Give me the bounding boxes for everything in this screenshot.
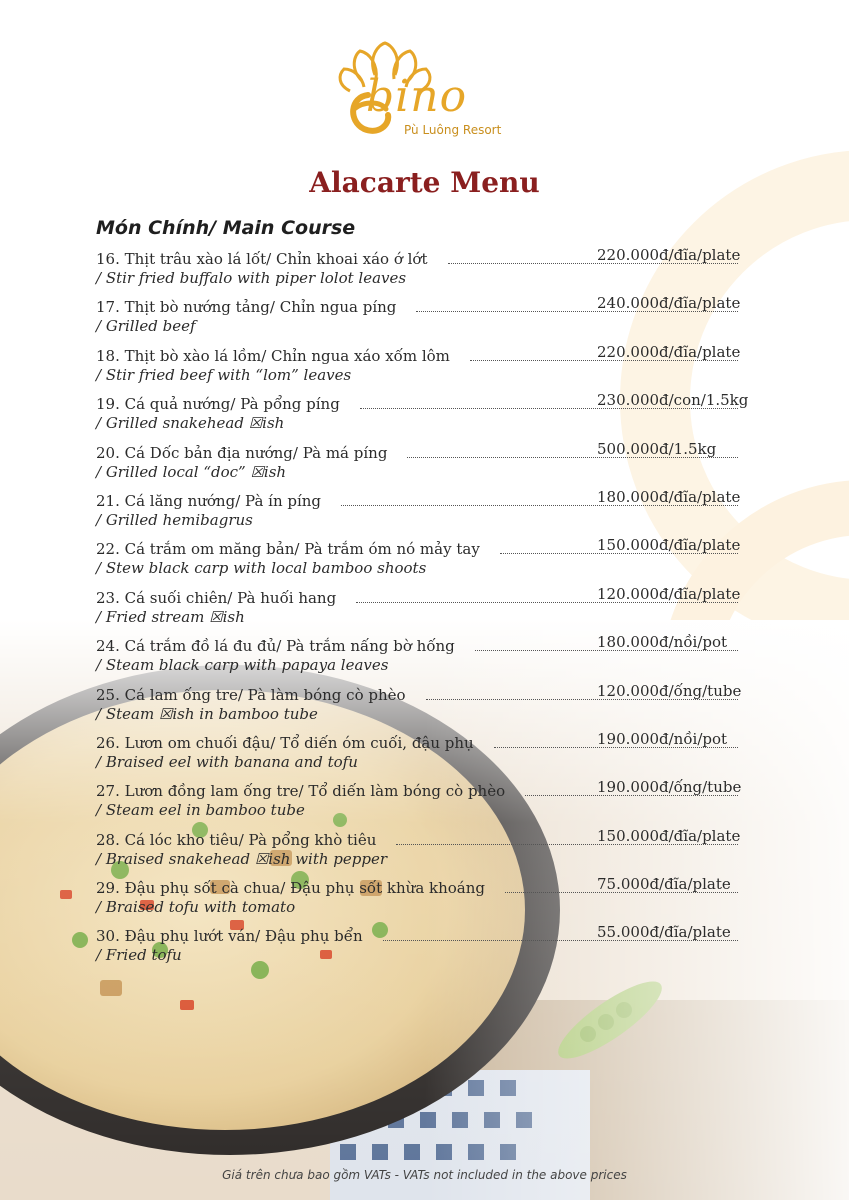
item-name: 29. Đậu phụ sốt cà chua/ Đậu phụ sốt khừa khoáng <box>96 879 486 898</box>
menu-item <box>96 728 796 776</box>
item-price: 230.000đ/con/1.5kg <box>597 391 749 410</box>
vat-note: Giá trên chưa bao gồm VATs - VATs not included in the above prices <box>222 1168 627 1182</box>
item-english: / Braised snakehead ☒ish with pepper <box>96 849 388 868</box>
menu-item <box>96 534 796 582</box>
item-price: 190.000đ/ống/tube <box>597 778 742 797</box>
item-price: 120.000đ/ống/tube <box>597 681 742 700</box>
menu-item <box>96 921 796 969</box>
item-english: / Fried tofu <box>96 946 182 965</box>
item-price: 500.000đ/1.5kg <box>597 439 717 458</box>
item-name: 28. Cá lóc kho tiêu/ Pà pổng khò tiêu <box>96 830 377 849</box>
brand-logo <box>330 35 530 145</box>
item-price: 190.000đ/nồi/pot <box>597 729 728 748</box>
item-name: 27. Lươn đồng lam ống tre/ Tổ diến làm bóng cò phèo <box>96 782 506 801</box>
item-english: / Stir fried beef with “lom” leaves <box>96 365 352 384</box>
page-title: Alacarte Menu <box>309 166 540 199</box>
item-price: 180.000đ/nồi/pot <box>597 633 728 652</box>
item-price: 120.000đ/đĩa/plate <box>597 584 741 603</box>
item-english: / Steam ☒ish in bamboo tube <box>96 704 318 723</box>
menu-item <box>96 680 796 728</box>
menu-item <box>96 631 796 679</box>
menu-item <box>96 438 796 486</box>
item-name: 30. Đậu phụ lướt ván/ Đậu phụ bển <box>96 927 363 946</box>
menu-item <box>96 341 796 389</box>
item-name: 20. Cá Dốc bản địa nướng/ Pà má píng <box>96 443 388 462</box>
item-english: / Stir fried buffalo with piper lolot leaves <box>96 269 407 287</box>
menu-item <box>96 583 796 631</box>
item-english: / Fried stream ☒ish <box>96 607 245 626</box>
item-name: 21. Cá lăng nướng/ Pà ín píng <box>96 491 322 510</box>
item-english: / Steam eel in bamboo tube <box>96 801 305 820</box>
item-price: 220.000đ/đĩa/plate <box>597 246 741 264</box>
item-english: / Grilled beef <box>96 317 196 336</box>
menu-item <box>96 244 796 292</box>
item-name: 24. Cá trắm đồ lá đu đủ/ Pà trắm nấng bờ hống <box>96 637 455 656</box>
item-name: 19. Cá quả nướng/ Pà pổng píng <box>96 395 340 414</box>
item-english: / Grilled snakehead ☒ish <box>96 414 285 433</box>
menu-item <box>96 873 796 921</box>
item-price: 150.000đ/đĩa/plate <box>597 536 741 555</box>
item-price: 220.000đ/đĩa/plate <box>597 342 741 361</box>
item-name: 23. Cá suối chiên/ Pà huối hang <box>96 588 337 607</box>
brand-name: bino <box>366 71 468 122</box>
item-name: 22. Cá trắm om măng bản/ Pà trắm óm nó mảy tay <box>96 540 480 559</box>
item-price: 75.000đ/đĩa/plate <box>597 875 731 894</box>
item-english: / Grilled hemibagrus <box>96 510 253 529</box>
item-english: / Steam black carp with papaya leaves <box>96 656 389 675</box>
menu-item <box>96 776 796 824</box>
item-english: / Grilled local “doc” ☒ish <box>96 462 287 481</box>
item-name: 16. Thịt trâu xào lá lốt/ Chỉn khoai xáo ớ lớt <box>96 250 428 268</box>
menu-item <box>96 825 796 873</box>
section-heading: Món Chính/ Main Course <box>96 217 356 239</box>
item-price: 180.000đ/đĩa/plate <box>597 487 741 506</box>
item-english: / Stew black carp with local bamboo shoots <box>96 559 427 578</box>
item-name: 25. Cá lam ống tre/ Pà làm bóng cò phèo <box>96 685 406 704</box>
menu-item <box>96 292 796 340</box>
item-english: / Braised eel with banana and tofu <box>96 752 358 771</box>
item-price: 240.000đ/đĩa/plate <box>597 294 741 313</box>
brand-subtitle: Pù Luông Resort <box>404 123 502 137</box>
item-name: 18. Thịt bò xào lá lồm/ Chỉn ngua xáo xốm lôm <box>96 346 450 365</box>
menu-item <box>96 389 796 437</box>
menu-item <box>96 486 796 534</box>
item-english: / Braised tofu with tomato <box>96 898 296 917</box>
menu-list <box>96 244 796 970</box>
item-name: 17. Thịt bò nướng tảng/ Chỉn ngua píng <box>96 298 397 317</box>
item-name: 26. Lươn om chuối đậu/ Tổ diến óm cuối, đậu phụ <box>96 733 474 752</box>
item-price: 55.000đ/đĩa/plate <box>597 923 731 942</box>
item-price: 150.000đ/đĩa/plate <box>597 826 741 845</box>
